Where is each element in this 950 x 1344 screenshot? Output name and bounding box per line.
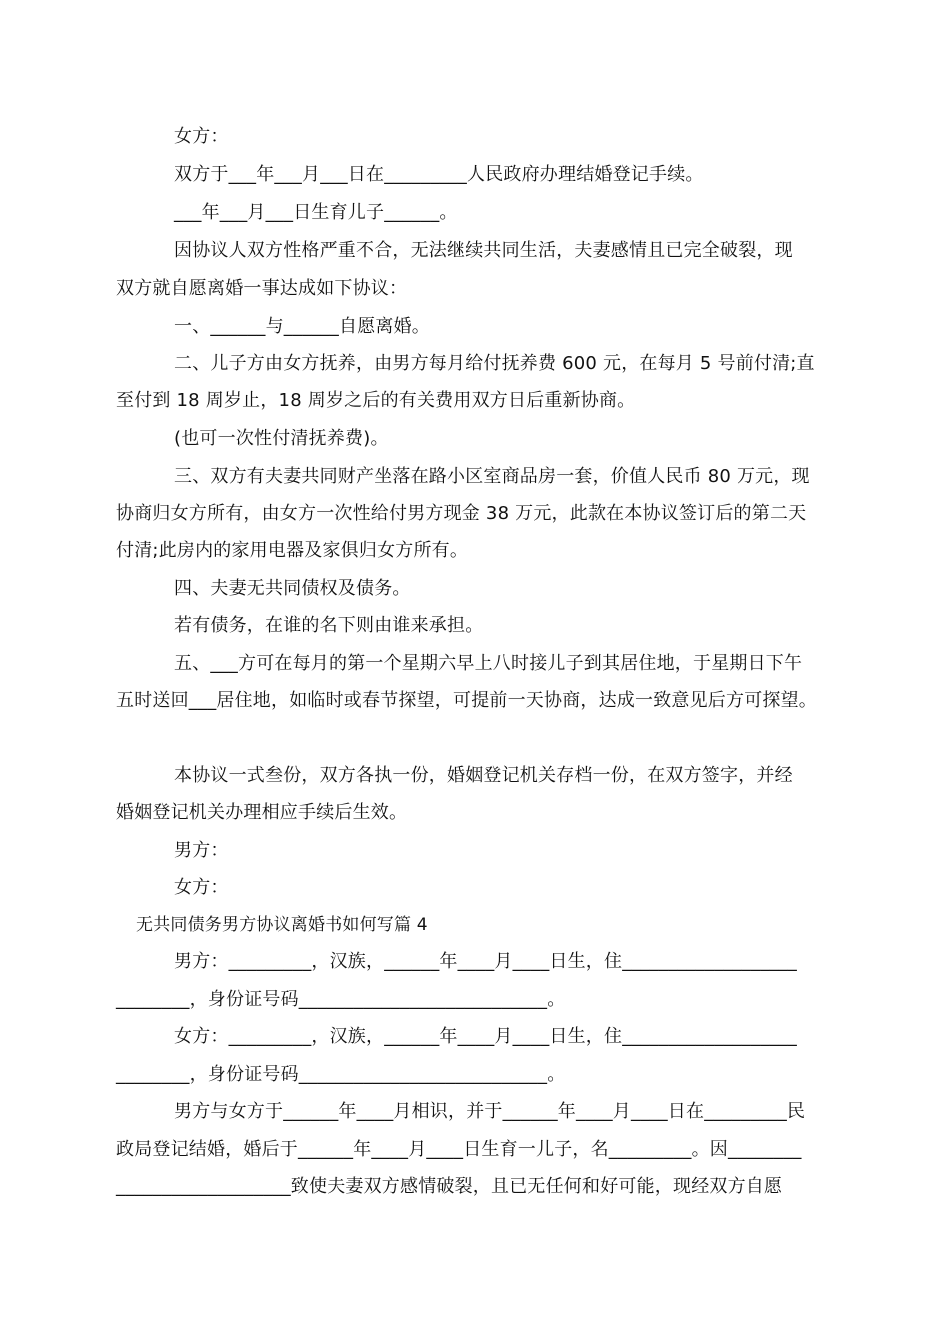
husband-signature-label: 男方： xyxy=(174,840,229,861)
clause-2-line-1: 二、儿子方由女方抚养，由男方每月给付抚养费 600 元，在每月 5 号前付清;直 xyxy=(174,353,815,374)
clause-5-line-2: 五时送回___居住地，如临时或春节探望，可提前一天协商，达成一致意见后方可探望。 xyxy=(116,690,817,711)
clause-4: 四、夫妻无共同债权及债务。 xyxy=(174,578,411,599)
husband-info-line-2: ________，身份证号码___________________________。 xyxy=(116,989,566,1010)
clause-5-line-1: 五、___方可在每月的第一个星期六早上八时接儿子到其居住地，于星期日下午 xyxy=(174,653,803,674)
clause-3-line-1: 三、双方有夫妻共同财产坐落在路小区室商品房一套，价值人民币 80 万元，现 xyxy=(174,466,810,487)
clause-3-line-2: 协商归女方所有，由女方一次性给付男方现金 38 万元，此款在本协议签订后的第二天 xyxy=(116,503,807,524)
clause-3-line-3: 付清;此房内的家用电器及家俱归女方所有。 xyxy=(116,540,469,561)
son-birth-line: ___年___月___日生育儿子______。 xyxy=(174,202,458,223)
wife-signature-label: 女方： xyxy=(174,126,229,147)
acquaintance-line-1: 男方与女方于______年____月相识，并于______年____月____日在_________民 xyxy=(174,1101,806,1122)
copies-paragraph-line-1: 本协议一式叁份，双方各执一份，婚姻登记机关存档一份，在双方签字，并经 xyxy=(174,765,793,786)
wife-signature-label-2: 女方： xyxy=(174,877,229,898)
marriage-registration-line: 双方于___年___月___日在_________人民政府办理结婚登记手续。 xyxy=(174,164,704,185)
husband-info-line-1: 男方：_________，汉族，______年____月____日生，住___________________ xyxy=(174,951,797,972)
wife-info-line-1: 女方：_________，汉族，______年____月____日生，住___________________ xyxy=(174,1026,797,1047)
clause-4-debts: 若有债务，在谁的名下则由谁来承担。 xyxy=(174,615,484,636)
copies-paragraph-line-2: 婚姻登记机关办理相应手续后生效。 xyxy=(116,802,408,823)
acquaintance-line-3: ___________________致使夫妻双方感情破裂，且已无任何和好可能，现经双方自愿 xyxy=(116,1176,783,1197)
reason-paragraph-line-2: 双方就自愿离婚一事达成如下协议： xyxy=(116,278,408,299)
section-title: 无共同债务男方协议离婚书如何写篇 4 xyxy=(136,915,428,935)
clause-2-note: (也可一次性付清抚养费)。 xyxy=(174,428,389,449)
acquaintance-line-2: 政局登记结婚，婚后于______年____月____日生育一儿子，名_________。因________ xyxy=(116,1139,802,1160)
wife-info-line-2: ________，身份证号码___________________________。 xyxy=(116,1064,566,1085)
reason-paragraph-line-1: 因协议人双方性格严重不合，无法继续共同生活，夫妻感情且已完全破裂，现 xyxy=(174,240,793,261)
clause-2-line-2: 至付到 18 周岁止，18 周岁之后的有关费用双方日后重新协商。 xyxy=(116,390,636,411)
clause-1: 一、______与______自愿离婚。 xyxy=(174,316,430,337)
